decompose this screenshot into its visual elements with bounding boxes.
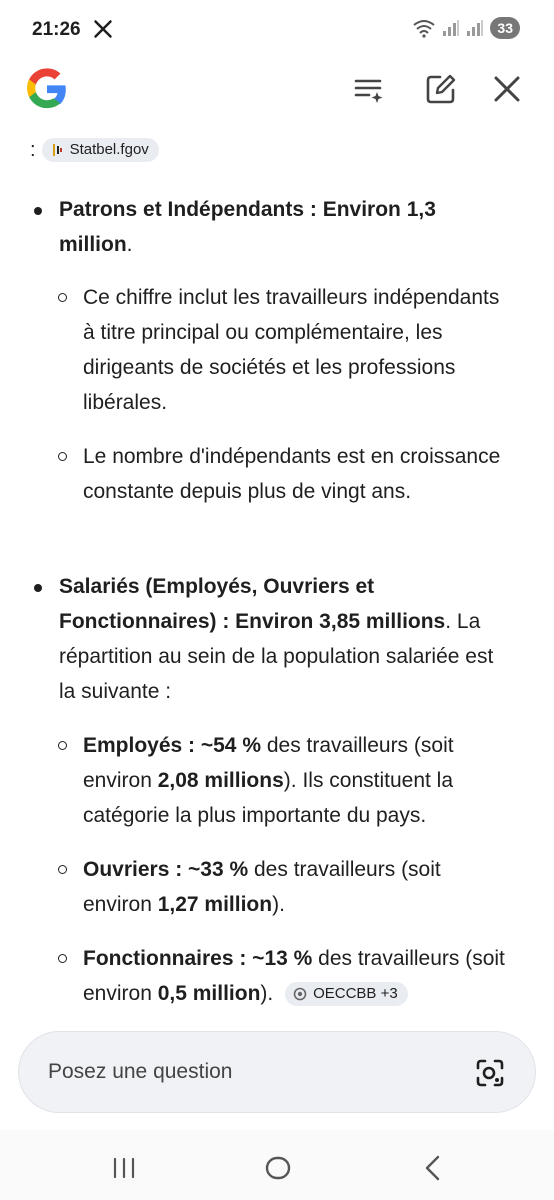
source-row (30, 138, 159, 162)
ask-input-bar[interactable] (18, 1031, 536, 1113)
summary-button[interactable] (352, 72, 386, 106)
ask-placeholder: Posez une question (48, 1060, 233, 1083)
list-item-salaries (59, 569, 499, 709)
status-icons (412, 17, 520, 39)
lens-camera-icon[interactable] (475, 1058, 505, 1088)
fonct-mid: des travailleurs (soit environ (83, 947, 505, 1005)
list-item-patrons (59, 192, 499, 262)
sub-item-fonctionnaires (83, 941, 513, 1011)
ouvriers-mid: des travailleurs (soit environ (83, 858, 441, 916)
edit-square-icon (424, 72, 458, 106)
sub-item-patrons-2 (83, 439, 513, 509)
salaries-end: . La répartition au sein de la population salariée est la suivante : (59, 610, 494, 703)
source-chip-label: Statbel.fgov (69, 141, 149, 158)
fonct-label: Fonctionnaires : ~13 % (83, 947, 313, 970)
answer-content[interactable] (0, 136, 554, 1026)
oecd-favicon-icon (293, 987, 307, 1001)
ouvriers-number: 1,27 million (157, 893, 273, 916)
close-button[interactable] (490, 72, 524, 106)
close-icon (490, 72, 524, 106)
source-chip-oecd[interactable] (285, 982, 408, 1006)
oecd-chip-label: OECCBB +3 (313, 985, 398, 1003)
battery-indicator: 33 (490, 17, 520, 39)
ouvriers-end: ). (272, 893, 285, 916)
employes-number: 2,08 millions (157, 769, 284, 792)
wifi-icon (412, 18, 436, 38)
summary-list-sparkle-icon (352, 72, 386, 106)
patrons-sub1-text: Ce chiffre inclut les travailleurs indépendants à titre principal ou complémentaire, les dirigeants de sociétés et les professions libérales. (83, 286, 500, 414)
status-bar (0, 0, 554, 50)
system-nav-bar (0, 1130, 554, 1200)
fonct-end: ). (260, 982, 274, 1005)
signal-icon-2 (466, 19, 484, 37)
employes-mid: des travailleurs (soit environ (83, 734, 454, 792)
source-colon: : (30, 138, 36, 161)
employes-label: Employés : ~54 % (83, 734, 261, 757)
patrons-sub2-text: Le nombre d'indépendants est en croissance constante depuis plus de vingt ans. (83, 445, 501, 503)
sub-item-ouvriers (83, 852, 513, 922)
patrons-heading: Patrons et Indépendants : Environ 1,3 million (59, 198, 436, 256)
sub-item-employes (83, 728, 513, 833)
home-circle-icon[interactable] (263, 1153, 293, 1183)
new-chat-button[interactable] (424, 72, 458, 106)
source-chip-statbel[interactable] (42, 138, 159, 162)
signal-icon (442, 19, 460, 37)
fonct-number: 0,5 million (157, 982, 261, 1005)
sub-item-patrons-1 (83, 280, 513, 420)
ouvriers-label: Ouvriers : ~33 % (83, 858, 249, 881)
google-logo-icon (24, 66, 70, 112)
statbel-favicon-icon (50, 143, 64, 157)
recents-bars-icon[interactable] (109, 1153, 139, 1183)
employes-end: ). Ils constituent la catégorie la plus importante du pays. (83, 769, 454, 827)
x-app-icon (93, 19, 113, 39)
app-header (0, 50, 554, 136)
status-time: 21:26 (32, 19, 81, 40)
back-chevron-icon[interactable] (418, 1153, 448, 1183)
patrons-end: . (126, 233, 133, 256)
salaries-heading: Salariés (Employés, Ouvriers et Fonctionnaires) : Environ 3,85 millions (59, 575, 446, 633)
